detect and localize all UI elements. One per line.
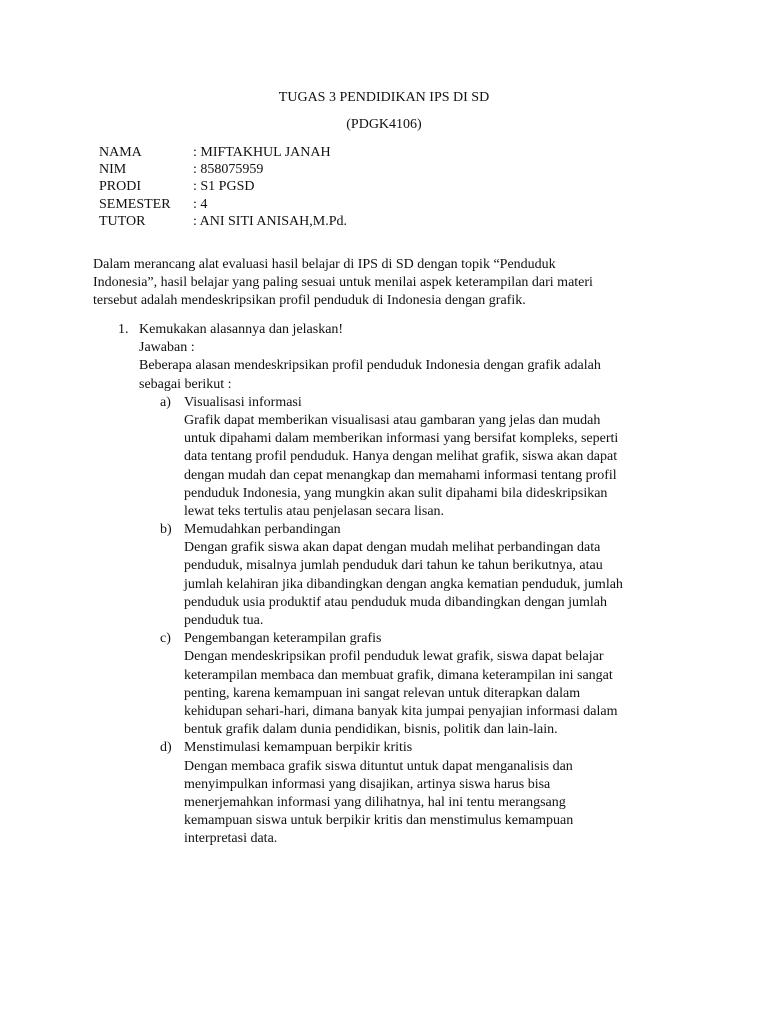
point-line: Dengan membaca grafik siswa dituntut untuk dapat menganalisis dan: [184, 758, 573, 774]
identity-label: TUTOR: [99, 213, 146, 229]
identity-value: : S1 PGSD: [193, 179, 255, 195]
answer-label: Jawaban :: [139, 340, 195, 356]
point-letter: c): [160, 631, 171, 647]
intro-paragraph: [93, 256, 693, 311]
point-line: kemampuan siswa untuk berpikir kritis dan menstimulus kemampuan: [184, 813, 574, 829]
identity-row: [99, 196, 347, 213]
point-c: [139, 630, 699, 739]
identity-value: : MIFTAKHUL JANAH: [193, 145, 331, 160]
identity-row: [99, 213, 347, 230]
identity-label: NIM: [99, 162, 127, 178]
point-heading: Pengembangan keterampilan grafis: [184, 631, 382, 647]
course-code: (PDGK4106): [346, 117, 422, 132]
identity-value: : 4: [193, 196, 208, 212]
document-title: TUGAS 3 PENDIDIKAN IPS DI SD: [278, 90, 490, 105]
intro-line: Indonesia”, hasil belajar yang paling sesuai untuk menilai aspek keterampilan dari materi: [93, 275, 593, 291]
intro-line: tersebut adalah mendeskripsikan profil penduduk di Indonesia dengan grafik.: [93, 293, 526, 309]
identity-label: PRODI: [99, 179, 142, 195]
point-line: kehidupan sehari-hari, dimana banyak kita jumpai penyajian informasi dalam: [184, 703, 618, 719]
point-b: [139, 521, 699, 630]
answer-intro-line: sebagai berikut :: [139, 376, 232, 392]
point-line: menyimpulkan informasi yang disajikan, artinya siswa harus bisa: [184, 776, 551, 792]
point-line: dengan mudah dan cepat menangkap dan memahami informasi tentang profil: [184, 467, 617, 483]
point-line: penting, karena kemampuan ini sangat relevan untuk diterapkan dalam: [184, 685, 581, 701]
point-letter: a): [160, 394, 171, 410]
point-line: Dengan grafik siswa akan dapat dengan mudah melihat perbandingan data: [184, 540, 601, 556]
point-line: untuk dipahami dalam memberikan informasi yang bersifat kompleks, seperti: [184, 431, 619, 447]
point-line: penduduk, misalnya jumlah penduduk dari tahun ke tahun berikutnya, atau: [184, 558, 603, 574]
point-line: keterampilan membaca dan membuat grafik, dimana keterampilan ini sangat: [184, 667, 613, 683]
question-number: 1.: [118, 322, 129, 337]
intro-line: Dalam merancang alat evaluasi hasil belajar di IPS di SD dengan topik “Penduduk: [93, 257, 556, 272]
question-body: [139, 321, 699, 848]
identity-label: SEMESTER: [99, 196, 171, 212]
identity-label: NAMA: [99, 145, 142, 160]
point-line: jumlah kelahiran jika dibandingkan dengan angka kematian penduduk, jumlah: [184, 576, 623, 592]
point-line: menerjemahkan informasi yang dilihatnya, hal ini tentu merangsang: [184, 794, 566, 810]
point-line: penduduk usia produktif atau penduduk muda dibandingkan dengan jumlah: [184, 594, 608, 610]
identity-row: [99, 178, 347, 195]
point-heading: Memudahkan perbandingan: [184, 522, 341, 538]
point-letter: b): [160, 522, 172, 538]
point-line: penduduk Indonesia, yang mungkin akan sulit dipahami bila dideskripsikan: [184, 485, 608, 501]
point-line: Dengan mendeskripsikan profil penduduk lewat grafik, siswa dapat belajar: [184, 649, 604, 665]
point-line: penduduk tua.: [184, 613, 264, 628]
identity-block: [99, 144, 347, 230]
answer-intro-line: Beberapa alasan mendeskripsikan profil penduduk Indonesia dengan grafik adalah: [139, 358, 601, 374]
point-heading: Menstimulasi kemampuan berpikir kritis: [184, 740, 413, 756]
identity-row: [99, 144, 347, 161]
question-text: Kemukakan alasannya dan jelaskan!: [139, 322, 344, 337]
point-line: bentuk grafik dalam dunia pendidikan, bisnis, politik dan lain-lain.: [184, 722, 558, 738]
point-line: data tentang profil penduduk. Hanya dengan melihat grafik, siswa akan dapat: [184, 449, 618, 465]
identity-row: [99, 161, 347, 178]
point-line: lewat teks tertulis atau penjelasan secara lisan.: [184, 503, 445, 519]
identity-value: : 858075959: [193, 162, 264, 178]
point-d: [139, 739, 699, 848]
point-letter: d): [160, 740, 172, 756]
point-line: Grafik dapat memberikan visualisasi atau gambaran yang jelas dan mudah: [184, 412, 601, 428]
point-a: [139, 394, 699, 521]
point-heading: Visualisasi informasi: [184, 394, 302, 410]
point-line: interpretasi data.: [184, 831, 278, 847]
identity-value: : ANI SITI ANISAH,M.Pd.: [193, 213, 348, 229]
